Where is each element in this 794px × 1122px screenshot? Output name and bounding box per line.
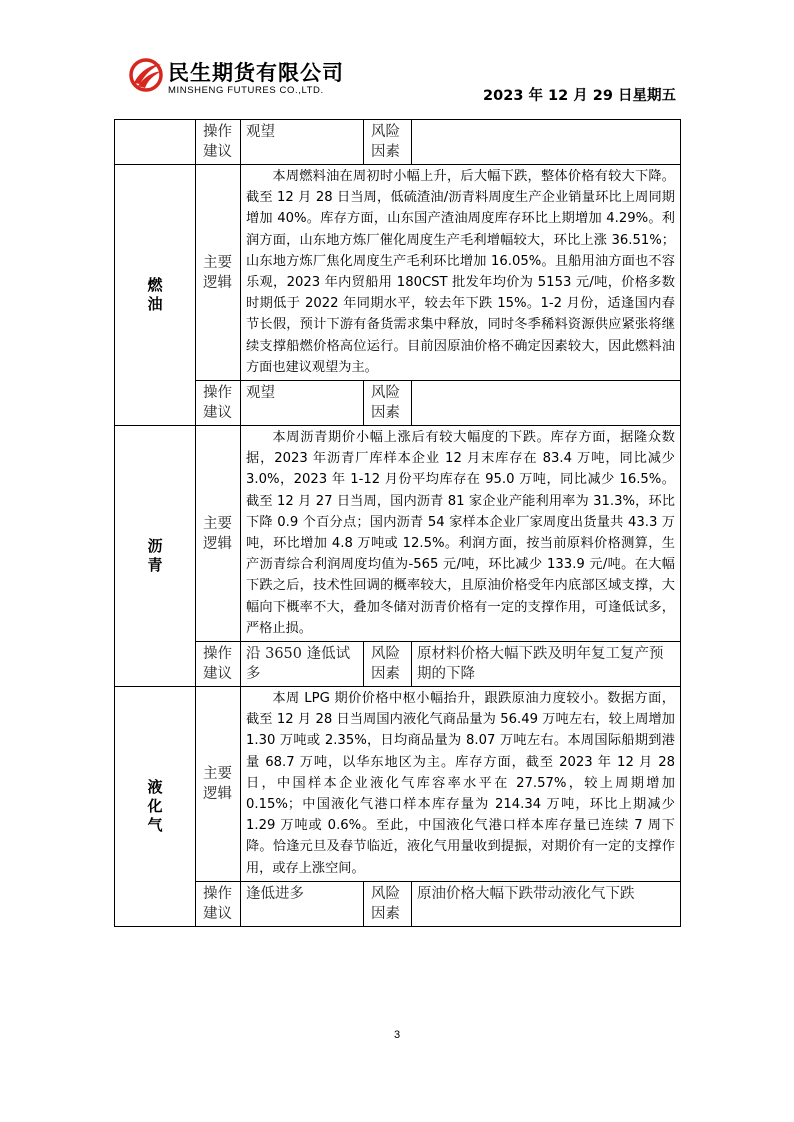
- minsheng-logo-icon: [128, 57, 164, 93]
- category-name: 液化气: [147, 777, 163, 834]
- logic-label: 主要逻辑: [196, 687, 241, 882]
- fuel-advice-row: [115, 381, 681, 426]
- report-date: 2023 年 12 月 29 日星期五: [483, 88, 676, 104]
- advice-value: 逢低进多: [241, 881, 364, 926]
- asphalt-advice-row: [115, 642, 681, 687]
- category-asphalt: [115, 426, 196, 687]
- page-number: 3: [393, 1029, 401, 1041]
- advice-value: 沿 3650 逢低试多: [241, 642, 364, 687]
- risk-value: [412, 381, 681, 426]
- category-fuel: [115, 165, 196, 426]
- prev-advice-row: [115, 120, 681, 165]
- asphalt-logic-row: [115, 426, 681, 642]
- risk-value: 原材料价格大幅下跌及明年复工复产预期的下降: [412, 642, 681, 687]
- risk-label: 风险因素: [364, 120, 412, 165]
- category-name: 沥青: [147, 537, 163, 575]
- fuel-logic-row: [115, 165, 681, 381]
- risk-label: 风险因素: [364, 881, 412, 926]
- advice-label: 操作建议: [196, 881, 241, 926]
- fuel-logic-text: 本周燃料油在周初时小幅上升，后大幅下跌，整体价格有较大下降。截至 12 月 28 日当周，低硫渣油/沥青料周度生产企业销量环比上周同期增加 40%。库存方面，山东国产渣油周度库存环比上期增加 4.29%。利润方面，山东地方炼厂催化周度生产毛利增幅较大，环比上涨 36.51%；山东地方炼厂焦化周度生产毛利环比增加 16.05%。且船用油方面也不容乐观，2023 年内贸船用 180CST 批发年均价为 5153 元/吨，价格多数时期低于 2022 年同期水平，较去年下跌 15%。1-2 月份，适逢国内春节长假，预计下游有备货需求集中释放，同时冬季稀料资源供应紧张将继续支撑船燃价格高位运行。目前因原油价格不确定因素较大，因此燃料油方面也建议观望为主。: [241, 165, 681, 381]
- advice-value: 观望: [241, 381, 364, 426]
- company-logo: [128, 55, 368, 105]
- risk-label: 风险因素: [364, 642, 412, 687]
- prev-category-cell: [115, 120, 196, 165]
- advice-label: 操作建议: [196, 642, 241, 687]
- asphalt-logic-text: 本周沥青期价小幅上涨后有较大幅度的下跌。库存方面，据隆众数据，2023 年沥青厂库样本企业 12 月末库存在 83.4 万吨，同比减少 3.0%，2023 年 1-12 月份平均库存在 95.0 万吨，同比减少 16.5%。截至 12 月 27 日当周，国内沥青 81 家企业产能利用率为 31.3%，环比下降 0.9 个百分点；国内沥青 54 家样本企业厂家周度出货量共 43.3 万吨，环比增加 4.8 万吨或 12.5%。利润方面，按当前原料价格测算，生产沥青综合利润周度均值为-565 元/吨，环比减少 133.9 元/吨。在大幅下跌之后，技术性回调的概率较大，且原油价格受年内底部区域支撑，大幅向下概率不大，叠加冬储对沥青价格有一定的支撑作用，可逢低试多，严格止损。: [241, 426, 681, 642]
- risk-value: [412, 120, 681, 165]
- analysis-table: [114, 119, 681, 927]
- lpg-logic-row: [115, 687, 681, 882]
- advice-value: 观望: [241, 120, 364, 165]
- category-name: 燃油: [147, 276, 163, 314]
- logic-label: 主要逻辑: [196, 426, 241, 642]
- category-lpg: [115, 687, 196, 927]
- logic-label: 主要逻辑: [196, 165, 241, 381]
- advice-label: 操作建议: [196, 120, 241, 165]
- company-name-en: MINSHENG FUTURES CO.,LTD.: [168, 85, 324, 96]
- lpg-logic-text: 本周 LPG 期价价格中枢小幅抬升，跟跌原油力度较小。数据方面，截至 12 月 28 日当周国内液化气商品量为 56.49 万吨左右，较上周增加 1.30 万吨或 2.35%，日均商品量为 8.07 万吨左右。本周国际船期到港量 68.7 万吨，以华东地区为主。库存方面，截至 2023 年 12 月 28 日，中国样本企业液化气库容率水平在 27.57%，较上周期增加 0.15%；中国液化气港口样本库存量为 214.34 万吨，环比上期减少 1.29 万吨或 0.6%。至此，中国液化气港口样本库存量已连续 7 周下降。恰逢元旦及春节临近，液化气用量收到提振，对期价有一定的支撑作用，或存上涨空间。: [241, 687, 681, 882]
- advice-label: 操作建议: [196, 381, 241, 426]
- risk-label: 风险因素: [364, 381, 412, 426]
- lpg-advice-row: [115, 881, 681, 926]
- company-name-cn: 民生期货有限公司: [168, 61, 344, 85]
- risk-value: 原油价格大幅下跌带动液化气下跌: [412, 881, 681, 926]
